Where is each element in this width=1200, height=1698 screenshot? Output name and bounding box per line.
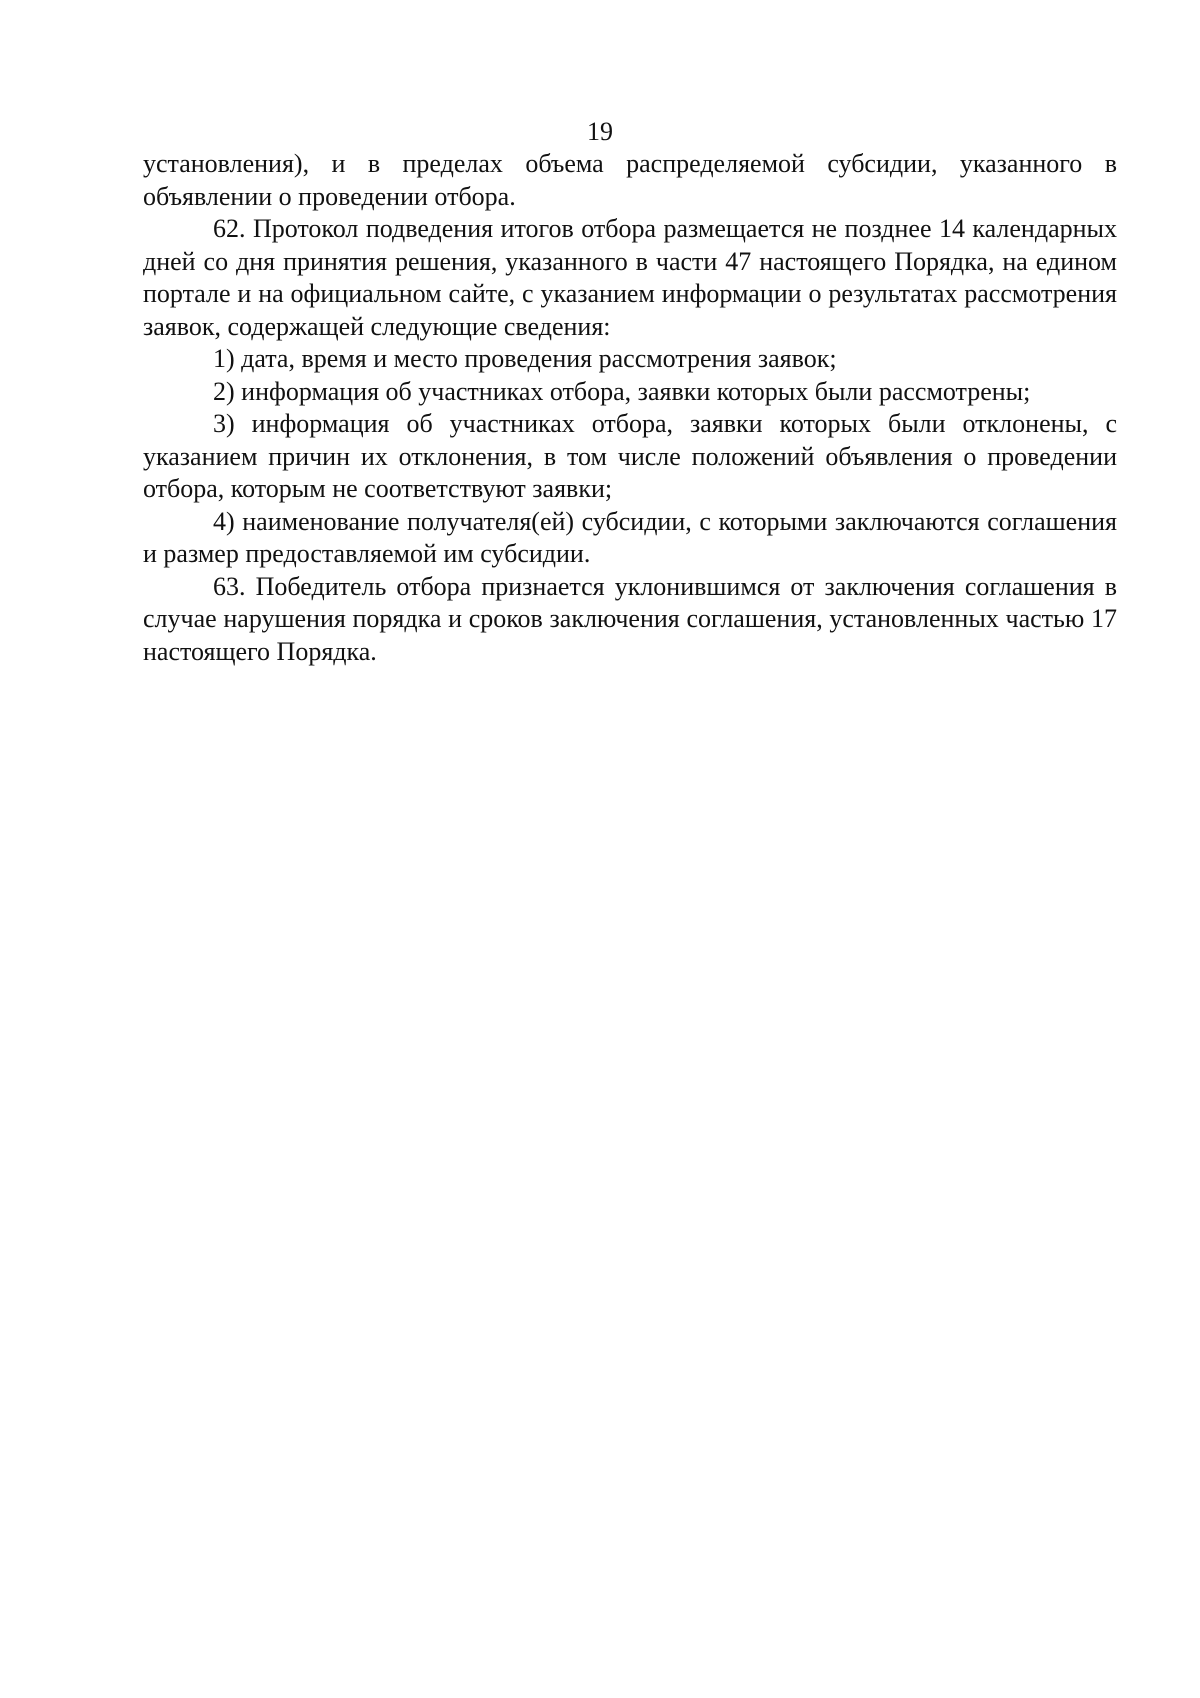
paragraph-62: 62. Протокол подведения итогов отбора размещается не позднее 14 календарных дней со дня принятия решения, указанного в части 47 настоящего Порядка, на едином портале и на официальном сайте, с указанием информации о результатах рассмотрения заявок, содержащей следующие сведения: bbox=[143, 214, 1117, 341]
list-item-4: 4) наименование получателя(ей) субсидии, с которыми заключаются соглашения и размер предоставляемой им субсидии. bbox=[143, 506, 1117, 568]
list-item-2: 2) информация об участниках отбора, заявки которых были рассмотрены; bbox=[213, 376, 1031, 406]
paragraph-continuation: установления), и в пределах объема распределяемой субсидии, указанного в объявлении о проведении отбора. bbox=[143, 149, 1117, 211]
paragraph-63: 63. Победитель отбора признается уклонившимся от заключения соглашения в случае нарушения порядка и сроков заключения соглашения, установленных частью 17 настоящего Порядка. bbox=[143, 571, 1117, 666]
page-number: 19 bbox=[587, 117, 613, 146]
list-item-3: 3) информация об участниках отбора, заявки которых были отклонены, с указанием причин их отклонения, в том числе положений объявления о проведении отбора, которым не соответствуют заявки; bbox=[143, 409, 1117, 503]
list-item-1: 1) дата, время и место проведения рассмотрения заявок; bbox=[213, 344, 837, 373]
document-body bbox=[143, 148, 1117, 668]
